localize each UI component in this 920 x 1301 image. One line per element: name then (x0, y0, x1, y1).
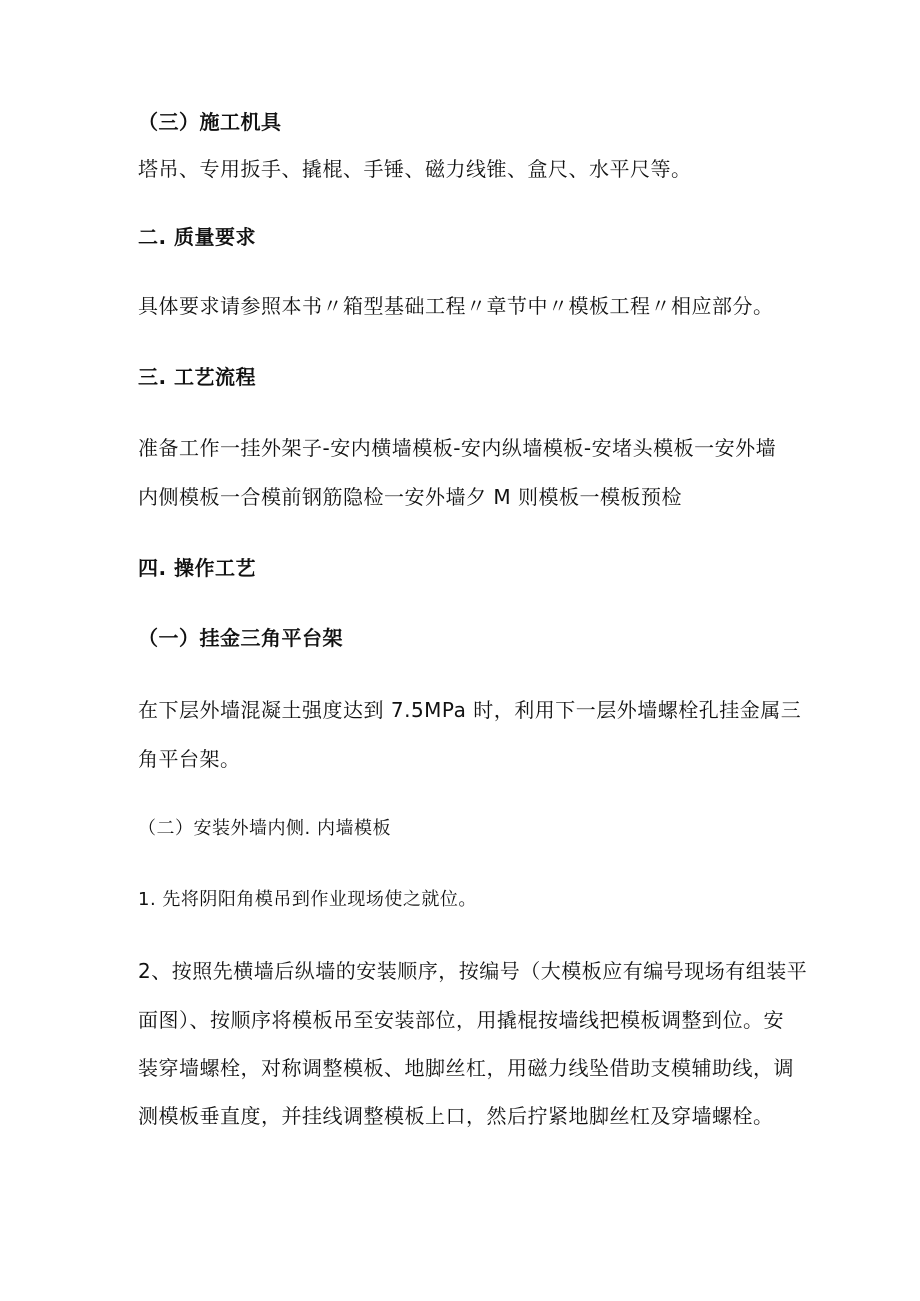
step-2-line-4: 测模板垂直度，并挂线调整模板上口，然后拧紧地脚丝杠及穿墙螺栓。 (138, 1104, 774, 1128)
step-2-line-2: 面图）、按顺序将模板吊至安装部位，用撬棍按墙线把模板调整到位。安 (138, 1008, 784, 1032)
heading-triangle-platform: （一）挂金三角平台架 (138, 626, 343, 650)
heading-install-inner-formwork: （二）安装外墙内侧. 内墙模板 (138, 818, 391, 839)
heading-process-flow: 三. 工艺流程 (138, 365, 257, 389)
heading-construction-tools: （三）施工机具 (138, 110, 282, 134)
tools-list-text: 塔吊、专用扳手、撬棍、手锤、磁力线锥、盒尺、水平尺等。 (138, 157, 692, 181)
process-flow-line-1: 准备工作一挂外架子-安内横墙模板-安内纵墙模板-安堵头模板一安外墙 (138, 436, 777, 460)
step-1-text: 1. 先将阴阳角模吊到作业现场使之就位。 (138, 889, 477, 910)
step-2-line-3: 装穿墙螺栓，对称调整模板、地脚丝杠，用磁力线坠借助支模辅助线，调 (138, 1056, 794, 1080)
triangle-platform-line-1: 在下层外墙混凝土强度达到 7.5MPa 时，利用下一层外墙螺栓孔挂金属三 (138, 698, 802, 722)
process-flow-line-2: 内侧模板一合模前钢筋隐检一安外墙夕 M 则模板一模板预检 (138, 485, 682, 509)
triangle-platform-line-2: 角平台架。 (138, 747, 241, 771)
quality-requirements-text: 具体要求请参照本书〃箱型基础工程〃章节中〃模板工程〃相应部分。 (138, 294, 774, 318)
heading-quality-requirements: 二. 质量要求 (138, 225, 257, 249)
heading-operation-process: 四. 操作工艺 (138, 556, 257, 580)
step-2-line-1: 2、按照先横墙后纵墙的安装顺序，按编号（大模板应有编号现场有组装平 (138, 959, 808, 983)
